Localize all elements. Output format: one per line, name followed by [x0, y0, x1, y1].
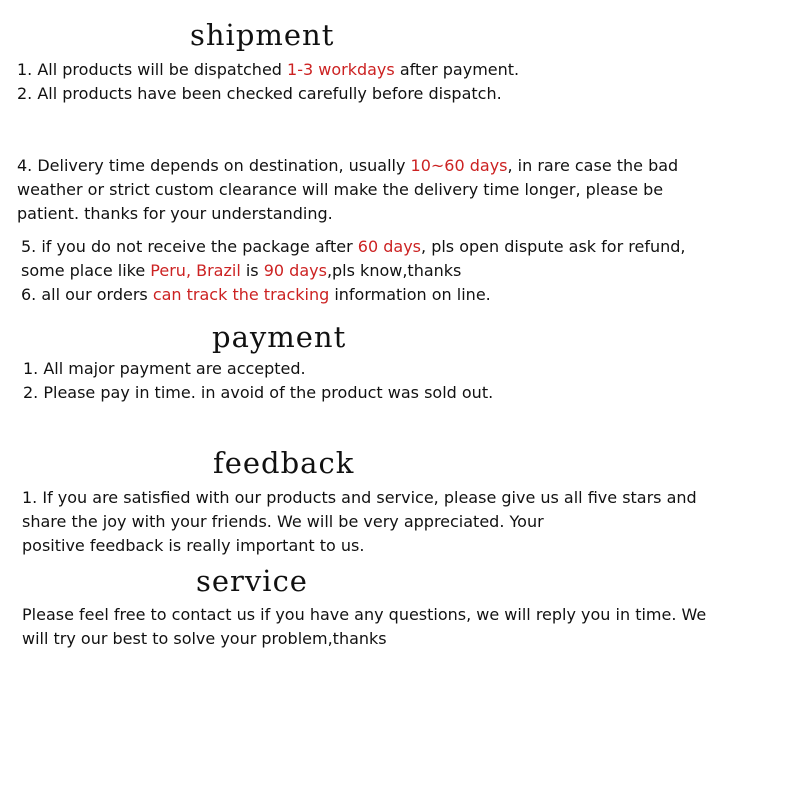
highlight-refund-days: 60 days	[357, 237, 422, 256]
shipment-line-4: weather or strict custom clearance will make the delivery time longer, please be	[17, 180, 664, 199]
shipment-line-8	[21, 283, 491, 307]
text: , pls open dispute ask for refund,	[421, 237, 686, 256]
feedback-heading: feedback	[213, 446, 355, 480]
service-heading: service	[196, 564, 308, 598]
text: is	[240, 261, 264, 280]
text: 4. Delivery time depends on destination, usually	[17, 156, 411, 175]
payment-heading: payment	[212, 320, 347, 354]
service-line-1: Please feel free to contact us if you have any questions, we will reply you in time. We	[22, 605, 707, 624]
text: 1. All products will be dispatched	[17, 60, 288, 79]
text: ,pls know,thanks	[326, 261, 462, 280]
shipment-line-5: patient. thanks for your understanding.	[17, 204, 333, 223]
feedback-line-2: share the joy with your friends. We will be very appreciated. Your	[22, 512, 544, 531]
shipment-line-3	[17, 154, 678, 178]
highlight-countries: Peru, Brazil	[150, 261, 241, 280]
text: after payment.	[394, 60, 520, 79]
text: 5. if you do not receive the package after	[21, 237, 358, 256]
service-line-2: will try our best to solve your problem,thanks	[22, 629, 387, 648]
feedback-line-1: 1. If you are satisfied with our products and service, please give us all five stars and	[22, 488, 697, 507]
shipment-heading: shipment	[190, 18, 335, 52]
highlight-delivery-time: 10~60 days	[410, 156, 508, 175]
shipment-line-2: 2. All products have been checked carefully before dispatch.	[17, 84, 502, 103]
text: some place like	[21, 261, 151, 280]
payment-line-2: 2. Please pay in time. in avoid of the product was sold out.	[23, 383, 494, 402]
text: , in rare case the bad	[507, 156, 679, 175]
text: information on line.	[329, 285, 491, 304]
feedback-line-3: positive feedback is really important to us.	[22, 536, 365, 555]
text: 6. all our orders	[21, 285, 153, 304]
highlight-tracking: can track the tracking	[152, 285, 330, 304]
shipment-line-7	[21, 259, 461, 283]
highlight-dispatch-time: 1-3 workdays	[287, 60, 395, 79]
shipment-line-6	[21, 235, 685, 259]
highlight-long-days: 90 days	[263, 261, 327, 280]
payment-line-1: 1. All major payment are accepted.	[23, 359, 306, 378]
shipment-line-1	[17, 58, 519, 82]
